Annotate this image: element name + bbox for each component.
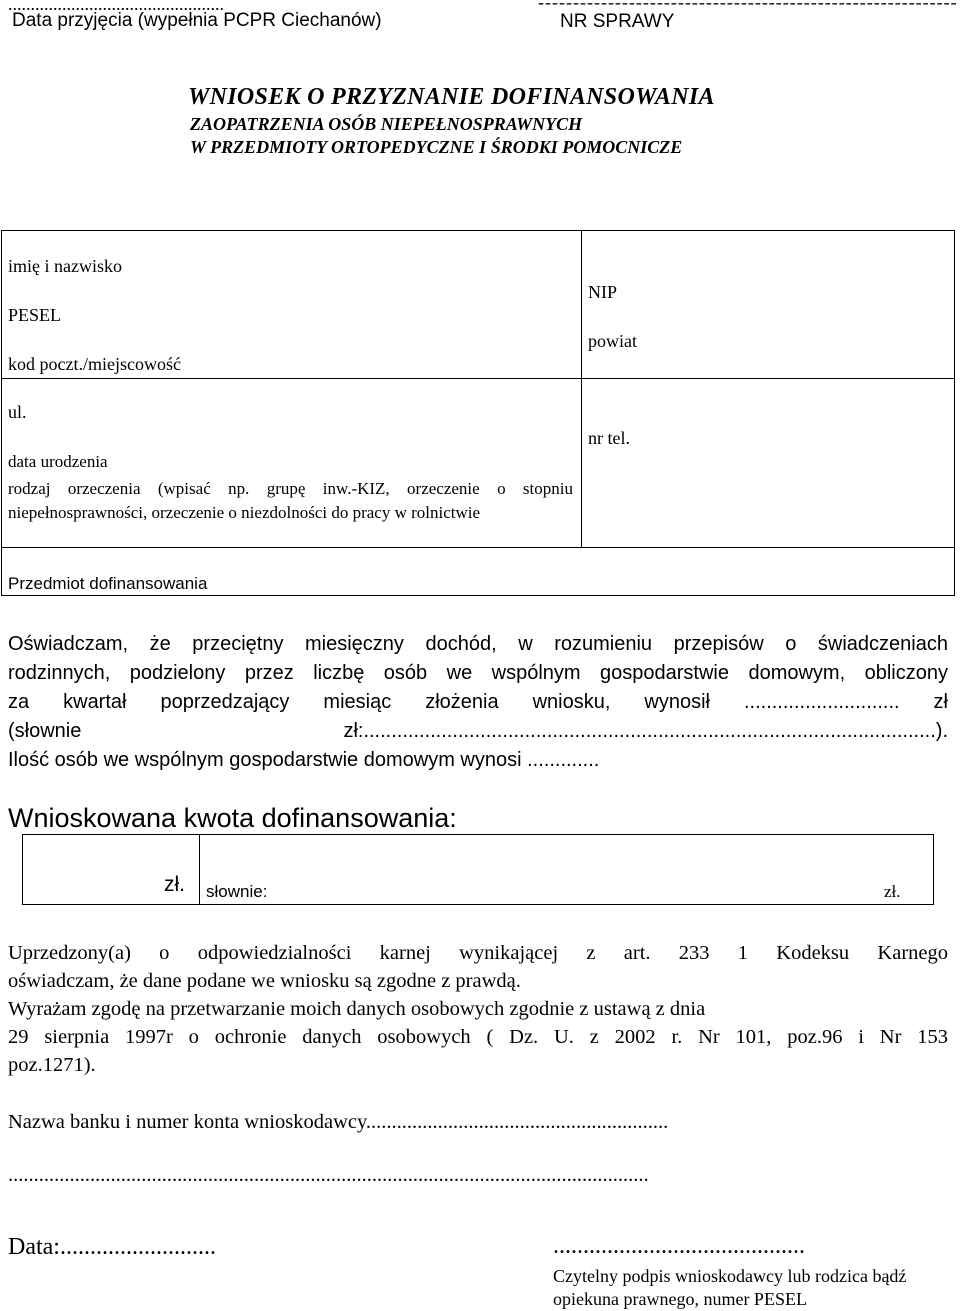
- document-title: WNIOSEK O PRZYZNANIE DOFINANSOWANIA: [188, 84, 715, 110]
- document-subtitle-line-1: ZAOPATRZENIA OSÓB NIEPEŁNOSPRAWNYCH: [190, 114, 583, 134]
- income-declaration: [8, 630, 948, 775]
- subject-field-label[interactable]: Przedmiot dofinansowania: [8, 574, 208, 593]
- requested-amount-divider: [199, 834, 200, 905]
- consent-line-3: poz.1271).: [8, 1054, 96, 1076]
- table-column-divider: [581, 230, 582, 547]
- signature-line[interactable]: ..........................................: [553, 1233, 805, 1259]
- requested-amount-heading: Wnioskowana kwota dofinansowania:: [8, 803, 457, 833]
- legal-statement-line-2: oświadczam, że dane podane we wniosku są zgodne z prawdą.: [8, 970, 521, 992]
- amount-in-words-currency-label: zł.: [884, 882, 901, 901]
- document-subtitle-line-2: W PRZEDMIOTY ORTOPEDYCZNE I ŚRODKI POMOCNICZE: [190, 137, 683, 157]
- legal-statement: [8, 939, 948, 1079]
- applicant-data-table: [1, 230, 955, 596]
- nip-field-label[interactable]: NIP: [588, 282, 618, 302]
- consent-line-2: 29 sierpnia 1997r o ochronie danych osobowych ( Dz. U. z 2002 r. Nr 101, poz.96 i Nr 153: [8, 1026, 948, 1048]
- legal-statement-line-1: Uprzedzony(a) o odpowiedzialności karnej wynikającej z art. 233 1 Kodeksu Karnego: [8, 942, 948, 964]
- date-field-line[interactable]: Data:..........................: [8, 1234, 216, 1260]
- income-declaration-line-1: Oświadczam, że przeciętny miesięczny dochód, w rozumieniu przepisów o świadczeniach: [8, 633, 948, 655]
- name-field-label[interactable]: imię i nazwisko: [8, 256, 122, 276]
- income-declaration-line-4[interactable]: (słownie zł:.......................................................................................................).: [8, 720, 948, 742]
- postal-city-field-label[interactable]: kod poczt./miejscowość: [8, 354, 181, 374]
- signature-caption: Czytelny podpis wnioskodawcy lub rodzica bądź opiekuna prawnego, numer PESEL: [553, 1266, 907, 1309]
- requested-amount-box[interactable]: [22, 834, 934, 905]
- table-row-divider: [1, 378, 581, 379]
- household-size-line[interactable]: Ilość osób we wspólnym gospodarstwie domowym wynosi .............: [8, 749, 600, 771]
- table-row-divider-right: [581, 378, 955, 379]
- bank-account-line[interactable]: Nazwa banku i numer konta wnioskodawcy...........................................................: [8, 1111, 669, 1133]
- consent-line-1: Wyrażam zgodę na przetwarzanie moich danych osobowych zgodnie z ustawą z dnia: [8, 998, 706, 1020]
- header-date-label: Data przyjęcia (wypełnia PCPR Ciechanów): [12, 10, 382, 31]
- amount-in-words-label[interactable]: słownie:: [206, 882, 268, 901]
- phone-field-label[interactable]: nr tel.: [588, 428, 630, 448]
- certificate-type-field-label[interactable]: rodzaj orzeczenia (wpisać np. grupę inw.-KIZ, orzeczenie o stopniu niepełnosprawności, orzeczenie o niezdolności do pracy w rolnictwie: [8, 479, 573, 522]
- header-date-dots: ................................................: [8, 0, 224, 14]
- district-field-label[interactable]: powiat: [588, 331, 637, 351]
- income-declaration-line-2: rodzinnych, podzielony przez liczbę osób we wspólnym gospodarstwie domowym, obliczony: [8, 662, 948, 684]
- pesel-field-label[interactable]: PESEL: [8, 305, 62, 325]
- street-field-label[interactable]: ul.: [8, 402, 27, 422]
- birth-date-field-label[interactable]: data urodzenia: [8, 452, 108, 471]
- header-case-dashes: ------------------------------------------------------------: [538, 0, 958, 12]
- header-case-number-label: NR SPRAWY: [560, 11, 675, 32]
- income-declaration-line-3[interactable]: za kwartał poprzedzający miesiąc złożenia wniosku, wynosił ............................ zł: [8, 691, 948, 713]
- amount-currency-label: zł.: [164, 873, 185, 896]
- bank-account-continuation-line[interactable]: .............................................................................................................................: [8, 1164, 649, 1186]
- table-row-divider-bottom: [1, 547, 955, 548]
